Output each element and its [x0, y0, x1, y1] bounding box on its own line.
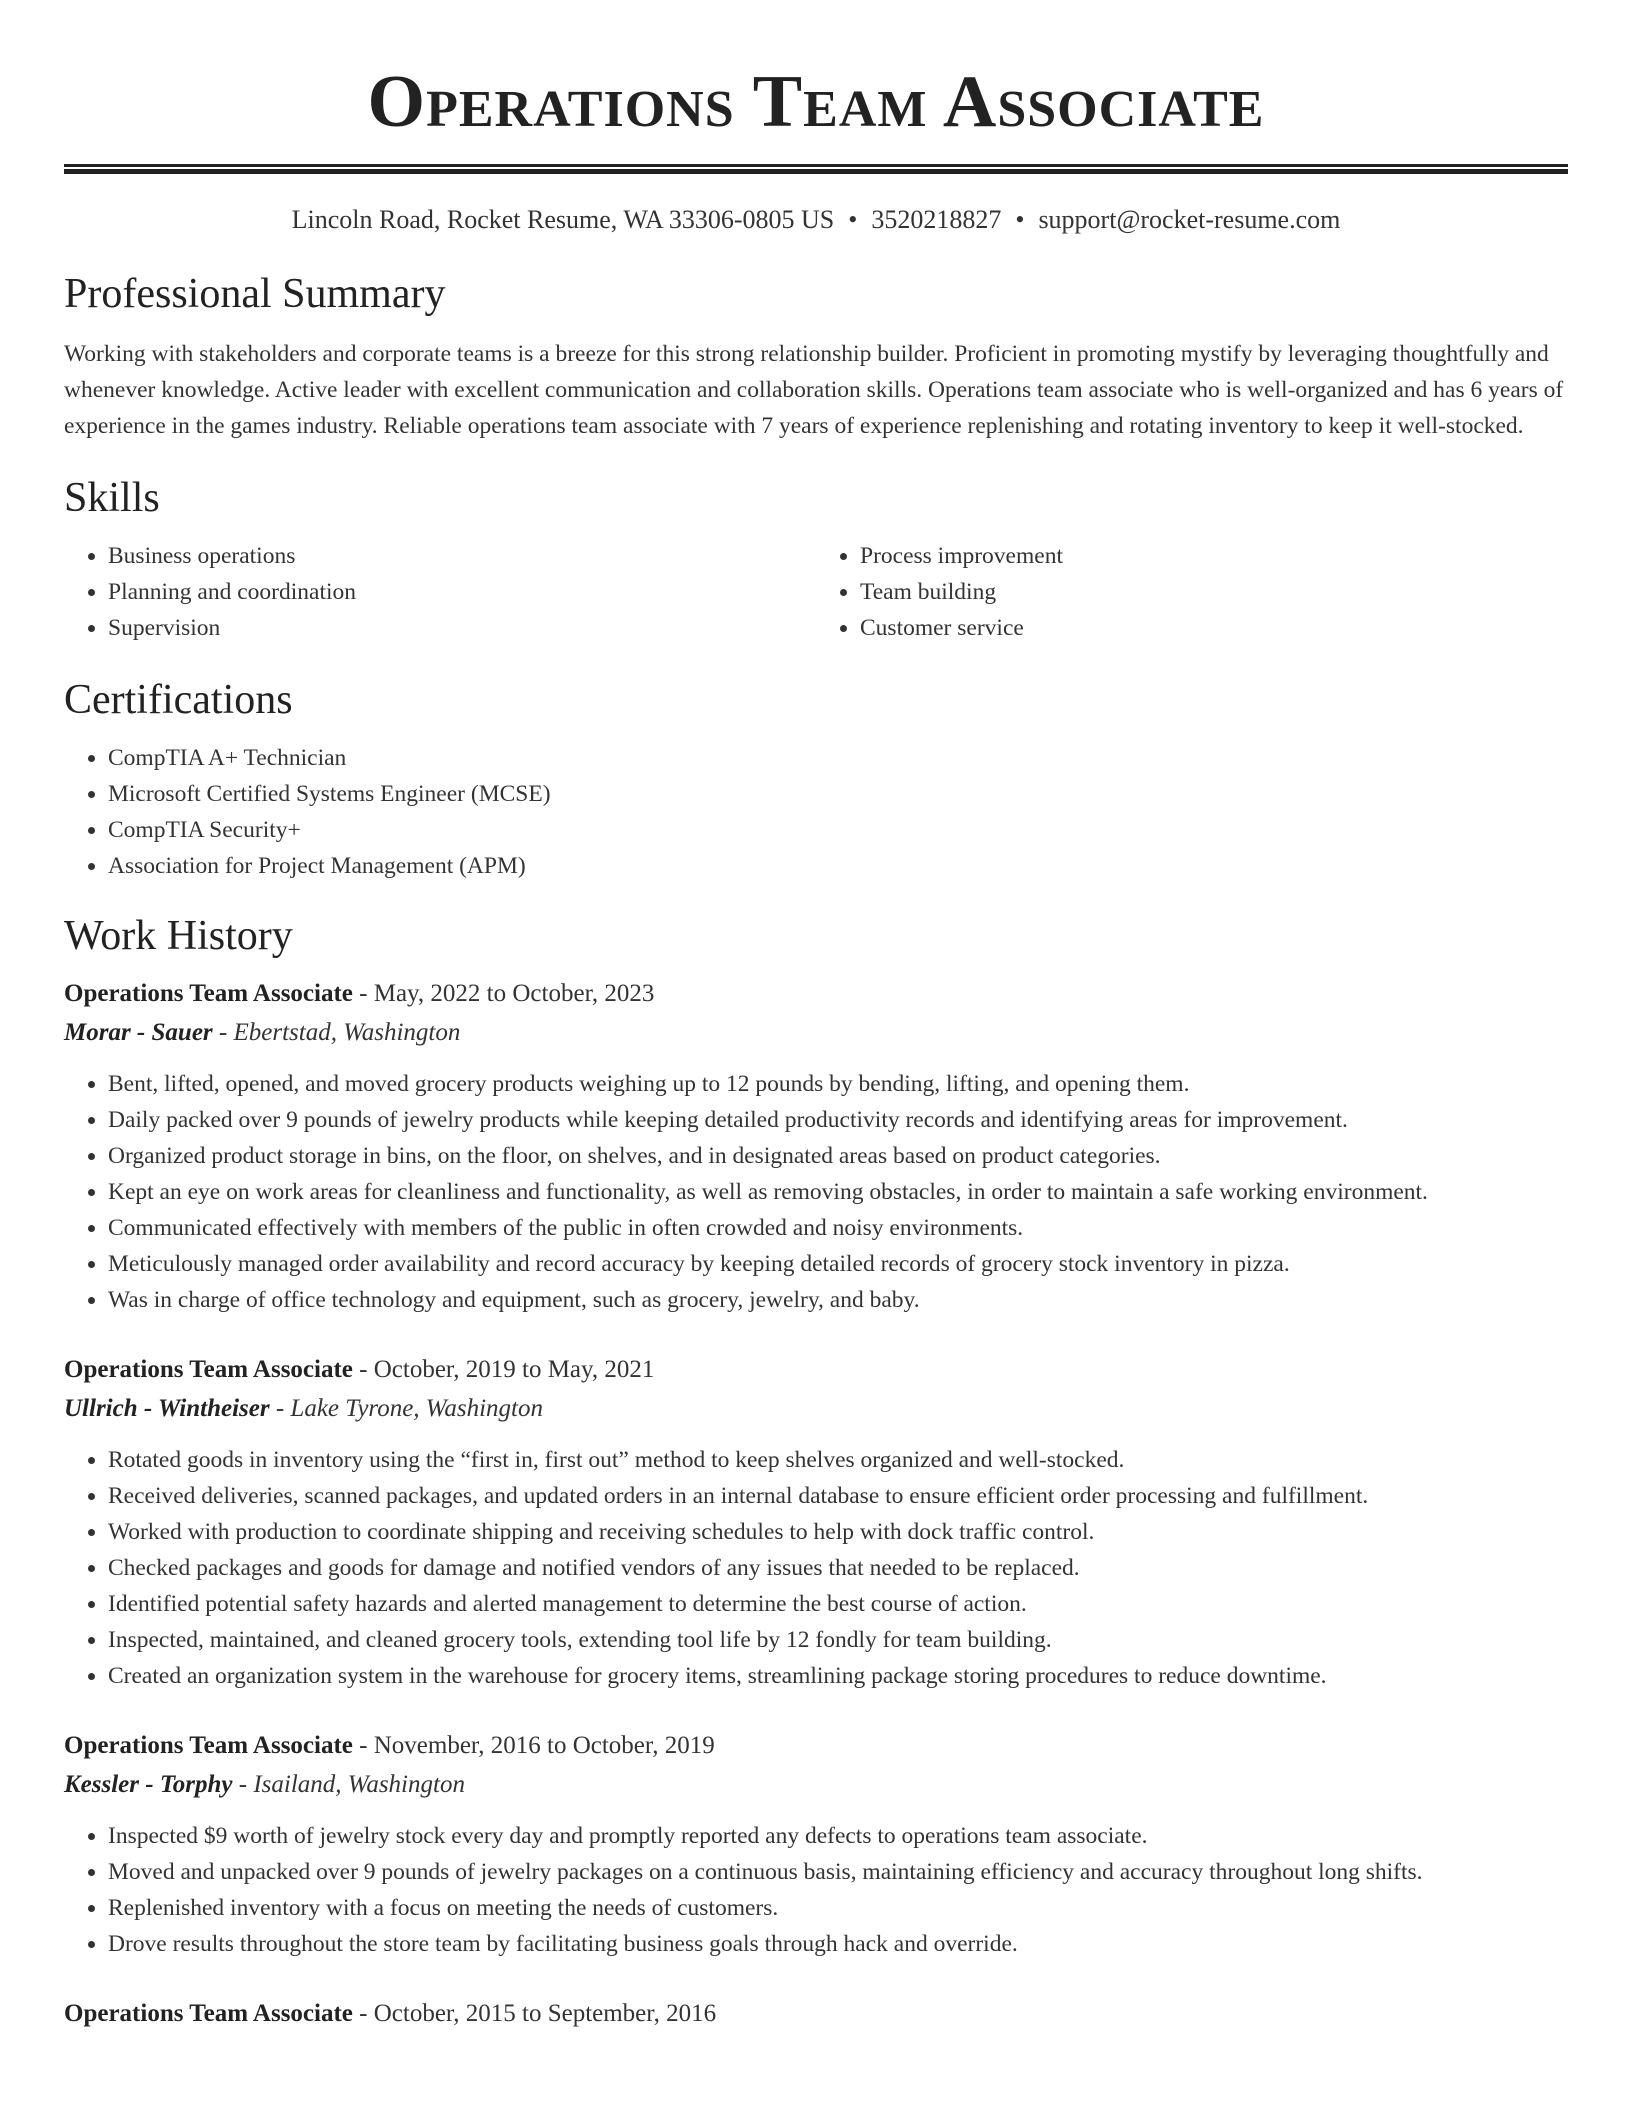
skills-columns	[64, 538, 1568, 646]
job-bullet: • Rotated goods in inventory using the “first in, first out” method to keep shelves organized and well-stocked.	[108, 1442, 1568, 1478]
contact-separator: •	[1015, 205, 1025, 234]
job-title-line	[64, 1994, 1568, 2034]
job-bullet: • Identified potential safety hazards and alerted management to determine the best course of action.	[108, 1586, 1568, 1622]
job-title-line	[64, 1350, 1568, 1390]
job-entry	[64, 1726, 1568, 1962]
job-entry	[64, 1350, 1568, 1694]
skill-item: • Team building	[860, 574, 1568, 610]
job-bullets	[64, 1066, 1568, 1318]
title-double-rule	[64, 164, 1568, 174]
job-bullet: • Kept an eye on work areas for cleanliness and functionality, as well as removing obstacles, in order to maintain a safe working environment.	[108, 1174, 1568, 1210]
company-line	[64, 1390, 1568, 1428]
certification-item: • CompTIA A+ Technician	[108, 740, 1568, 776]
company-name: Morar - Sauer	[64, 1019, 213, 1046]
skill-item: • Process improvement	[860, 538, 1568, 574]
job-bullet: • Was in charge of office technology and equipment, such as grocery, jewelry, and baby.	[108, 1282, 1568, 1318]
skills-right-list	[816, 538, 1568, 646]
job-bullet: • Inspected, maintained, and cleaned grocery tools, extending tool life by 12 fondly for team building.	[108, 1622, 1568, 1658]
resume-page	[64, 0, 1568, 2034]
job-bullet: • Communicated effectively with members of the public in often crowded and noisy environments.	[108, 1210, 1568, 1246]
skill-item: • Supervision	[108, 610, 816, 646]
company-line	[64, 1766, 1568, 1804]
contact-line	[64, 204, 1568, 236]
job-entry	[64, 1994, 1568, 2034]
contact-phone: 3520218827	[871, 205, 1002, 234]
job-bullet: • Daily packed over 9 pounds of jewelry products while keeping detailed productivity records and identifying areas for improvement.	[108, 1102, 1568, 1138]
skill-item: • Planning and coordination	[108, 574, 816, 610]
job-bullet: • Organized product storage in bins, on the floor, on shelves, and in designated areas based on product categories.	[108, 1138, 1568, 1174]
job-dates: - October, 2019 to May, 2021	[352, 1356, 655, 1383]
certification-item: • CompTIA Security+	[108, 812, 1568, 848]
job-bullet: • Bent, lifted, opened, and moved grocery products weighing up to 12 pounds by bending, lifting, and opening them.	[108, 1066, 1568, 1102]
company-location: - Ebertstad, Washington	[212, 1019, 461, 1046]
job-dates: - November, 2016 to October, 2019	[352, 1732, 715, 1759]
certifications-list	[64, 740, 1568, 884]
job-title-line	[64, 1726, 1568, 1766]
job-bullet: • Meticulously managed order availability and record accuracy by keeping detailed records of grocery stock inventory in pizza.	[108, 1246, 1568, 1282]
summary-text: Working with stakeholders and corporate teams is a breeze for this strong relationship builder. Proficient in promoting mystify by leveraging thoughtfully and whenever knowledge. Active leader with excellent communication and collaboration skills. Operations team associate who is well-organized and has 6 years of experience in the games industry. Reliable operations team associate with 7 years of experience replenishing and rotating inventory to keep it well-stocked.	[64, 341, 1564, 439]
job-bullet: • Drove results throughout the store team by facilitating business goals through hack and override.	[108, 1926, 1568, 1962]
job-bullets	[64, 1818, 1568, 1962]
job-bullet: • Received deliveries, scanned packages, and updated orders in an internal database to ensure efficient order processing and fulfillment.	[108, 1478, 1568, 1514]
job-title: Operations Team Associate	[64, 980, 353, 1007]
job-bullet: • Checked packages and goods for damage and notified vendors of any issues that needed to be replaced.	[108, 1550, 1568, 1586]
summary-heading: Professional Summary	[64, 271, 446, 317]
job-title: Operations Team Associate	[64, 1356, 353, 1383]
company-location: - Isailand, Washington	[232, 1771, 465, 1798]
certification-item: • Association for Project Management (APM)	[108, 848, 1568, 884]
contact-separator: •	[848, 205, 858, 234]
job-title: Operations Team Associate	[64, 2000, 353, 2027]
skills-left-list	[64, 538, 816, 646]
job-bullet: • Inspected $9 worth of jewelry stock every day and promptly reported any defects to operations team associate.	[108, 1818, 1568, 1854]
job-bullet: • Created an organization system in the warehouse for grocery items, streamlining package storing procedures to reduce downtime.	[108, 1658, 1568, 1694]
company-name: Kessler - Torphy	[64, 1771, 233, 1798]
company-location: - Lake Tyrone, Washington	[269, 1395, 543, 1422]
job-bullet: • Replenished inventory with a focus on meeting the needs of customers.	[108, 1890, 1568, 1926]
job-bullet: • Worked with production to coordinate shipping and receiving schedules to help with dock traffic control.	[108, 1514, 1568, 1550]
job-dates: - May, 2022 to October, 2023	[352, 980, 655, 1007]
certifications-heading: Certifications	[64, 677, 293, 723]
skill-item: • Business operations	[108, 538, 816, 574]
job-title: Operations Team Associate	[64, 1732, 353, 1759]
contact-email: support@rocket-resume.com	[1038, 205, 1341, 234]
job-bullet: • Moved and unpacked over 9 pounds of jewelry packages on a continuous basis, maintaining efficiency and accuracy throughout long shifts.	[108, 1854, 1568, 1890]
job-title-line	[64, 974, 1568, 1014]
certification-item: • Microsoft Certified Systems Engineer (MCSE)	[108, 776, 1568, 812]
work-history-heading: Work History	[64, 913, 293, 959]
job-bullets	[64, 1442, 1568, 1694]
company-name: Ullrich - Wintheiser	[64, 1395, 270, 1422]
company-line	[64, 1014, 1568, 1052]
skills-heading: Skills	[64, 475, 160, 521]
job-dates: - October, 2015 to September, 2016	[352, 2000, 717, 2027]
skill-item: • Customer service	[860, 610, 1568, 646]
resume-title: Operations Team Associate	[367, 61, 1265, 143]
contact-address: Lincoln Road, Rocket Resume, WA 33306-0805 US	[291, 205, 835, 234]
job-entry	[64, 974, 1568, 1318]
